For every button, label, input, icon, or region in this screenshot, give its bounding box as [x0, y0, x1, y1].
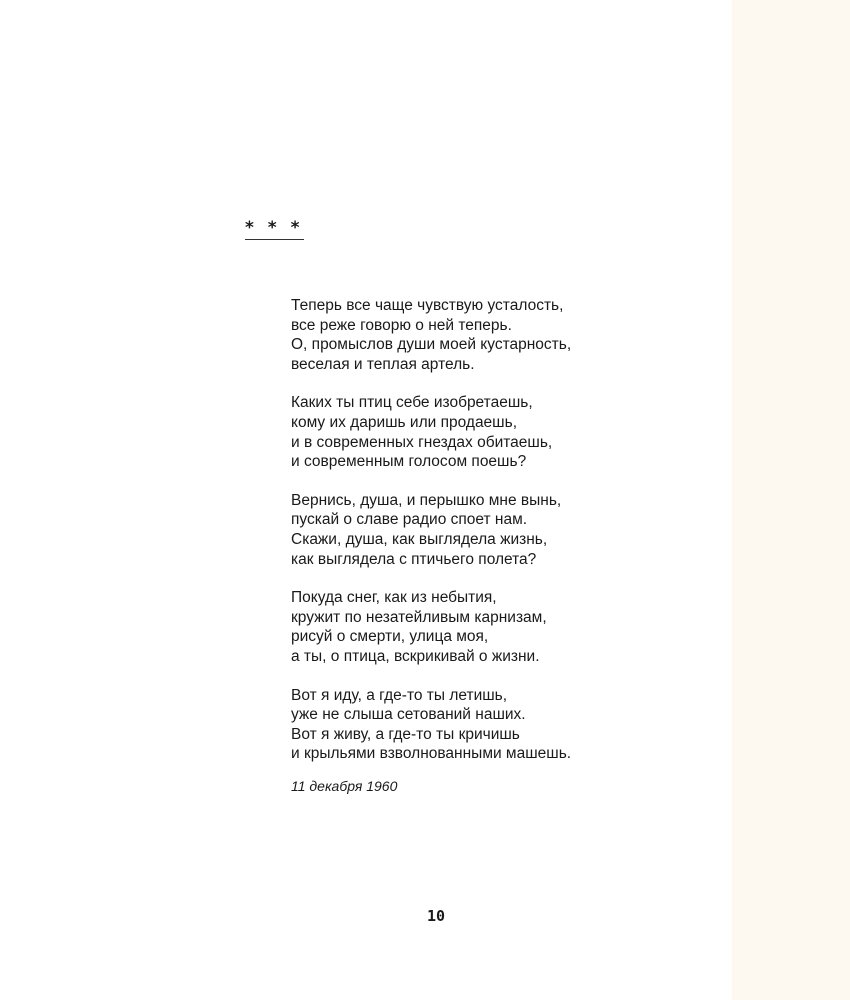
stanza — [291, 296, 711, 374]
poem-body — [291, 296, 711, 783]
poem-line: Вернись, душа, и перышко мне вынь, — [291, 491, 562, 509]
page-margin — [732, 0, 850, 1000]
poem-line: и в современных гнездах обитаешь, — [291, 433, 553, 451]
poem-line: и современным голосом поешь? — [291, 453, 527, 471]
poem-line: а ты, о птица, вскрикивай о жизни. — [291, 647, 540, 665]
poem-line: Вот я иду, а где-то ты летишь, — [291, 686, 508, 704]
poem-line: Вот я живу, а где-то ты кричишь — [291, 725, 520, 743]
poem-date: 11 декабря 1960 — [291, 778, 398, 794]
stanza — [291, 588, 711, 666]
stanza — [291, 393, 711, 471]
poem-line: уже не слыша сетований наших. — [291, 706, 526, 724]
poem-title: * * * — [245, 218, 304, 238]
poem-line: О, промыслов души моей кустарность, — [291, 336, 572, 354]
poem-line: Теперь все чаще чувствую усталость, — [291, 297, 564, 314]
poem-line: все реже говорю о ней теперь. — [291, 316, 512, 334]
poem-line: кружит по незатейливым карнизам, — [291, 608, 547, 626]
page-number: 10 — [426, 907, 446, 925]
poem-line: Скажи, душа, как выглядела жизнь, — [291, 530, 548, 548]
poem-line: рисуй о смерти, улица моя, — [291, 628, 489, 646]
poem-line: пускай о славе радио споет нам. — [291, 511, 528, 529]
poem-line: Каких ты птиц себе изобретаешь, — [291, 394, 533, 412]
stanza — [291, 491, 711, 569]
stanza — [291, 686, 711, 764]
poem-line: и крыльями взволнованными машешь. — [291, 745, 572, 763]
poem-line: как выглядела с птичьего полета? — [291, 550, 537, 568]
poem-line: Покуда снег, как из небытия, — [291, 589, 497, 607]
poem-line: веселая и теплая артель. — [291, 355, 475, 373]
poem-line: кому их даришь или продаешь, — [291, 413, 517, 431]
